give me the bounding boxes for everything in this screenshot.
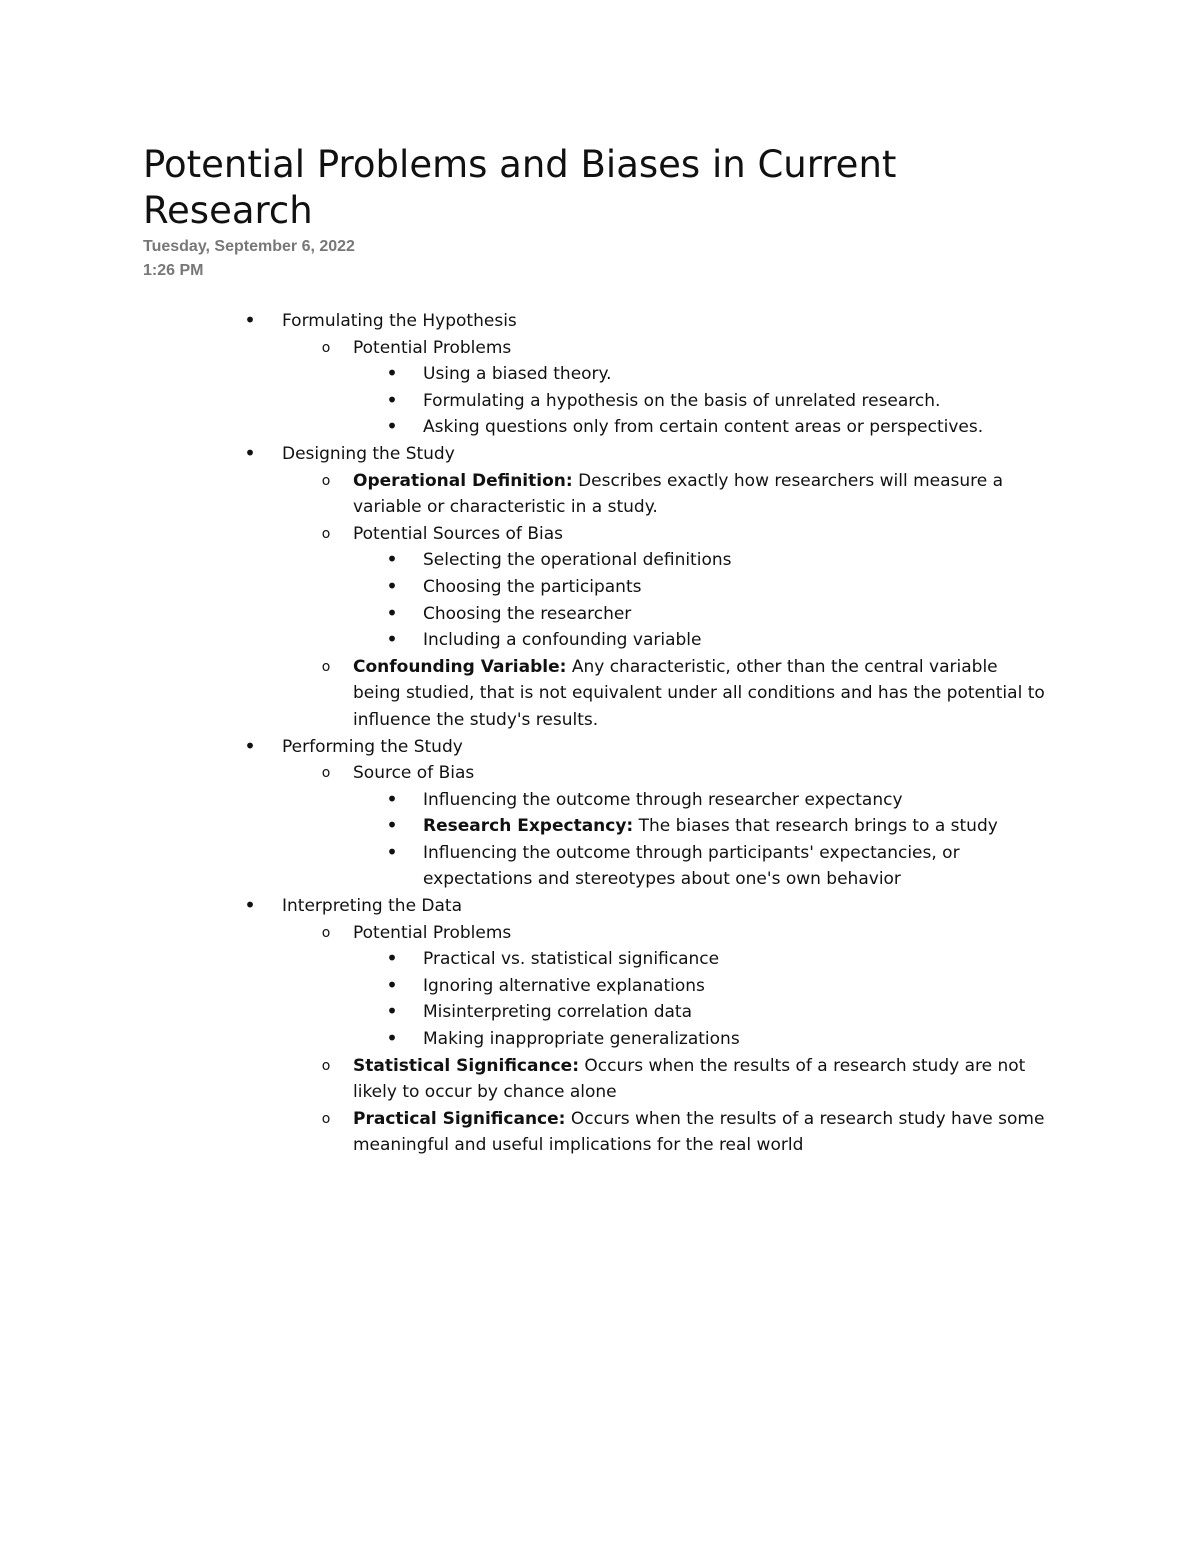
outline-item-text — [353, 1056, 1025, 1103]
item-body-text: Performing the Study — [282, 736, 463, 757]
outline-item-level-3 — [0, 547, 1043, 574]
item-body-text: Choosing the participants — [423, 576, 642, 597]
item-body-text: Potential Sources of Bias — [353, 523, 563, 544]
bullet-marker: • — [386, 999, 398, 1024]
outline-item-text — [423, 816, 998, 836]
outline-item-level-3 — [0, 787, 1043, 814]
item-body-text: Influencing the outcome through participants' expectancies, or expectations and stereotypes about one's own behavior — [423, 842, 960, 890]
bullet-marker: • — [386, 600, 398, 625]
outline-item-text — [423, 417, 983, 437]
outline-item-level-3 — [0, 414, 1043, 441]
outline-item-text — [423, 976, 705, 996]
item-body-text: Formulating a hypothesis on the basis of unrelated research. — [423, 390, 941, 411]
outline-item-text — [423, 364, 612, 384]
outline-item-level-3 — [0, 388, 1043, 415]
outline-item-level-3 — [0, 574, 1043, 601]
bullet-marker: • — [386, 573, 398, 598]
item-body-text: Including a confounding variable — [423, 630, 702, 651]
bullet-marker: • — [386, 414, 398, 439]
item-body-text: Interpreting the Data — [282, 896, 463, 917]
note-date: Tuesday, September 6, 2022 — [143, 238, 355, 255]
term-label: Practical Significance: — [353, 1108, 566, 1129]
bullet-marker: • — [386, 946, 398, 971]
bullet-marker: o — [321, 1110, 331, 1127]
outline-item-text — [423, 577, 641, 597]
outline-item-text — [353, 763, 474, 783]
outline-item-level-1 — [0, 441, 1042, 468]
outline-item-level-3 — [0, 946, 1043, 973]
bullet-marker: • — [386, 813, 398, 838]
term-label: Operational Definition: — [353, 470, 573, 491]
outline-item-level-1 — [0, 734, 1042, 761]
outline-item-level-3 — [0, 813, 1043, 840]
outline-item-level-1 — [0, 893, 1042, 920]
item-body-text: Misinterpreting correlation data — [423, 1002, 692, 1023]
bullet-marker: • — [386, 1026, 398, 1051]
outline-item-text — [282, 311, 517, 331]
outline-item-text — [353, 338, 511, 358]
bullet-marker: o — [321, 765, 331, 782]
bullet-marker: • — [244, 893, 256, 918]
outline-item-text — [282, 444, 455, 464]
outline-item-level-2 — [0, 335, 1048, 362]
item-body-text: Potential Problems — [353, 337, 512, 358]
outline-item-level-2 — [0, 920, 1048, 947]
bullet-marker: o — [321, 472, 331, 489]
item-body-text: Selecting the operational definitions — [423, 550, 732, 571]
bullet-marker: • — [244, 308, 256, 332]
bullet-marker: • — [244, 733, 256, 758]
item-body-text: Occurs when the results of a research study are not likely to occur by chance alone — [353, 1055, 1026, 1103]
bullet-marker: o — [321, 339, 331, 356]
item-body-text: Making inappropriate generalizations — [423, 1029, 740, 1050]
outline-item-level-2 — [0, 468, 1048, 521]
term-label: Statistical Significance: — [353, 1055, 579, 1076]
outline-item-text — [423, 604, 631, 624]
item-body-text: Ignoring alternative explanations — [423, 975, 705, 996]
bullet-marker: • — [386, 786, 398, 811]
outline-item-level-2 — [0, 1106, 1048, 1159]
outline-item-level-2 — [0, 521, 1048, 548]
bullet-marker: • — [386, 627, 398, 652]
outline-item-text — [282, 896, 462, 916]
note-metadata — [143, 235, 355, 283]
item-body-text: Influencing the outcome through researcher expectancy — [423, 789, 903, 810]
outline-item-text — [423, 843, 960, 890]
item-body-text: Describes exactly how researchers will measure a variable or characteristic in a study. — [353, 470, 1004, 518]
outline-item-text — [423, 1029, 740, 1049]
outline-item-level-1 — [0, 308, 1042, 335]
outline-item-level-3 — [0, 601, 1043, 628]
item-body-text: Any characteristic, other than the central variable being studied, that is not equivalent under all conditions and has the potential to influence the study's results. — [353, 656, 1045, 730]
outline-item-level-2 — [0, 760, 1048, 787]
outline-item-level-2 — [0, 654, 1048, 734]
bullet-marker: o — [321, 1057, 331, 1074]
outline-item-text — [423, 630, 701, 650]
outline-item-text — [353, 923, 511, 943]
term-label: Research Expectancy: — [423, 816, 634, 837]
bullet-marker: o — [321, 525, 331, 542]
outline-item-text — [353, 524, 563, 544]
outline-item-text — [423, 790, 903, 810]
bullet-marker: • — [244, 440, 256, 465]
item-body-text: Formulating the Hypothesis — [282, 311, 517, 331]
bullet-marker: • — [386, 361, 398, 386]
outline-item-level-3 — [0, 973, 1043, 1000]
bullet-marker: o — [321, 658, 331, 675]
outline-item-text — [282, 737, 463, 757]
bullet-marker: • — [386, 839, 398, 864]
outline-item-level-2 — [0, 1053, 1048, 1106]
item-body-text: The biases that research brings to a study — [633, 816, 998, 837]
item-body-text: Source of Bias — [353, 763, 475, 784]
outline-item-level-3 — [0, 361, 1043, 388]
item-body-text: Using a biased theory. — [423, 364, 612, 385]
outline-item-text — [423, 949, 719, 969]
outline-item-text — [353, 471, 1003, 518]
bullet-marker: • — [386, 972, 398, 997]
bullet-marker: o — [321, 924, 331, 941]
item-body-text: Designing the Study — [282, 443, 455, 464]
outline-item-level-3 — [0, 840, 1043, 893]
bullet-marker: • — [386, 547, 398, 572]
outline-item-text — [423, 391, 940, 411]
outline-item-level-3 — [0, 627, 1043, 654]
term-label: Confounding Variable: — [353, 656, 567, 677]
note-time: 1:26 PM — [143, 262, 204, 279]
item-body-text: Occurs when the results of a research study have some meaningful and useful implications for the real world — [353, 1108, 1045, 1156]
outline-item-text — [423, 550, 731, 570]
item-body-text: Choosing the researcher — [423, 603, 632, 624]
outline-item-text — [423, 1002, 692, 1022]
item-body-text: Potential Problems — [353, 922, 512, 943]
outline-item-level-3 — [0, 999, 1043, 1026]
page-title: Potential Problems and Biases in Current Research — [143, 143, 897, 232]
outline-list — [0, 308, 1200, 1159]
bullet-marker: • — [386, 387, 398, 412]
outline-item-level-3 — [0, 1026, 1043, 1053]
item-body-text: Asking questions only from certain content areas or perspectives. — [423, 417, 984, 438]
outline-item-text — [353, 1109, 1044, 1156]
outline-item-text — [353, 657, 1045, 730]
item-body-text: Practical vs. statistical significance — [423, 949, 720, 970]
